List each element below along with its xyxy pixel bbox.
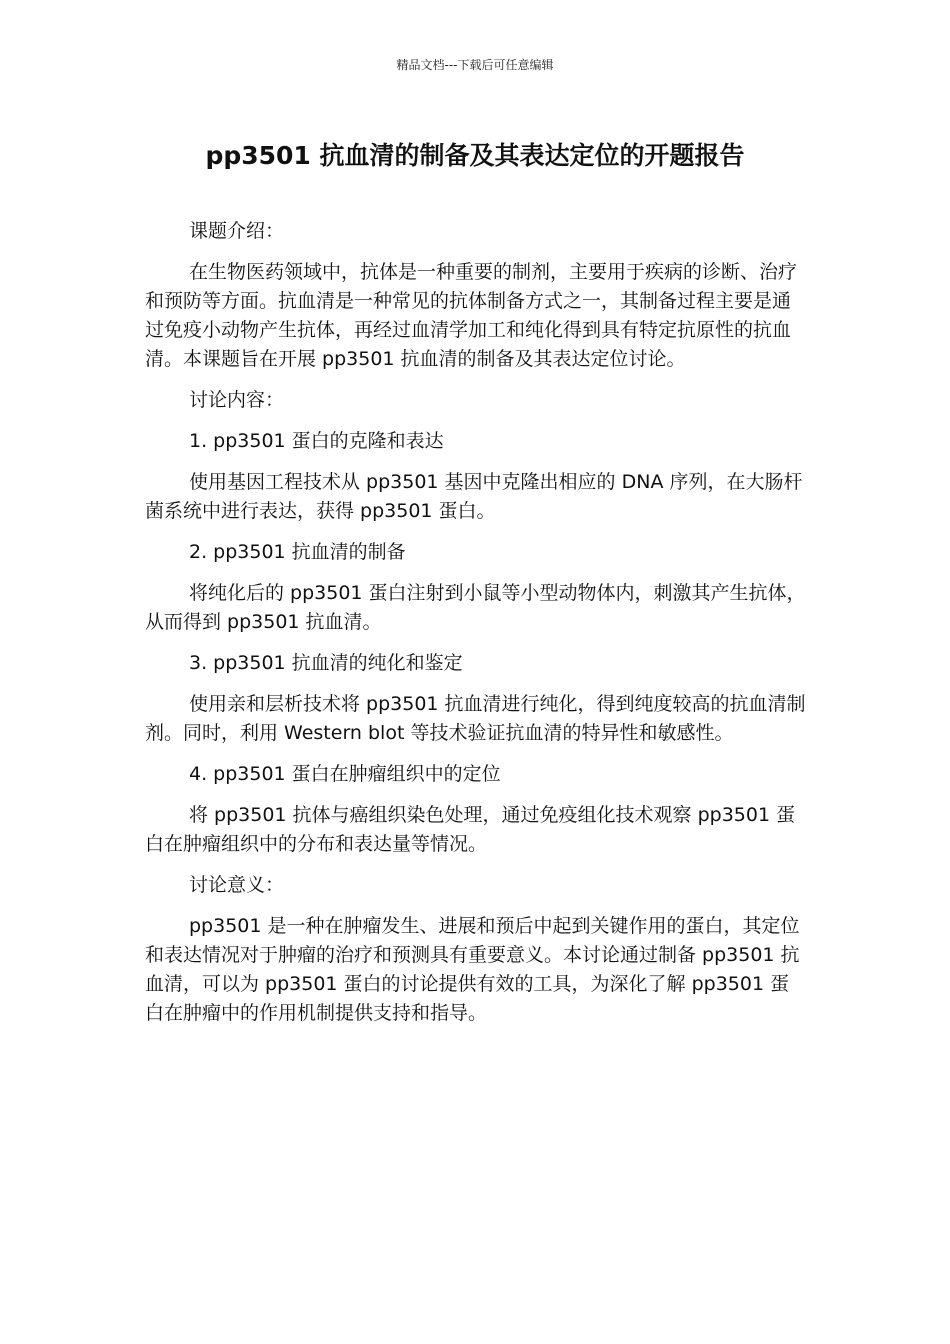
item-heading-2: 2. pp3501 抗血清的制备 <box>189 541 406 563</box>
item-text-3: 使用亲和层析技术将 pp3501 抗血清进行纯化，得到纯度较高的抗血清制剂。同时，利用 Western blot 等技术验证抗血清的特异性和敏感性。 <box>145 693 806 744</box>
item-text-1: 使用基因工程技术从 pp3501 基因中克隆出相应的 DNA 序列，在大肠杆菌系统中进行表达，获得 pp3501 蛋白。 <box>145 471 803 522</box>
item-text-4: 将 pp3501 抗体与癌组织染色处理，通过免疫组化技术观察 pp3501 蛋白在肿瘤组织中的分布和表达量等情况。 <box>145 804 796 855</box>
paragraph-significance: pp3501 是一种在肿瘤发生、进展和预后中起到关键作用的蛋白，其定位和表达情况对于肿瘤的治疗和预测具有重要意义。本讨论通过制备 pp3501 抗血清，可以为 pp3501 蛋白的讨论提供有效的工具，为深化了解 pp3501 蛋白在肿瘤中的作用机制提供支持和指导。 <box>145 915 800 1024</box>
item-text-2: 将纯化后的 pp3501 蛋白注射到小鼠等小型动物体内，刺激其产生抗体，从而得到 pp3501 抗血清。 <box>145 582 806 633</box>
header-note: 精品文档---下载后可任意编辑 <box>396 58 554 72</box>
section-heading-content: 讨论内容： <box>189 389 285 411</box>
item-heading-1: 1. pp3501 蛋白的克隆和表达 <box>189 430 444 452</box>
document-body <box>145 217 807 1040</box>
item-heading-3: 3. pp3501 抗血清的纯化和鉴定 <box>189 652 463 674</box>
section-heading-significance: 讨论意义： <box>189 874 285 896</box>
section-heading-intro: 课题介绍： <box>189 220 285 242</box>
item-heading-4: 4. pp3501 蛋白在肿瘤组织中的定位 <box>189 763 501 785</box>
paragraph-intro: 在生物医药领域中，抗体是一种重要的制剂，主要用于疾病的诊断、治疗和预防等方面。抗血清是一种常见的抗体制备方式之一，其制备过程主要是通过免疫小动物产生抗体，再经过血清学加工和纯化得到具有特定抗原性的抗血清。本课题旨在开展 pp3501 抗血清的制备及其表达定位讨论。 <box>145 261 798 370</box>
document-title: pp3501 抗血清的制备及其表达定位的开题报告 <box>205 141 745 170</box>
